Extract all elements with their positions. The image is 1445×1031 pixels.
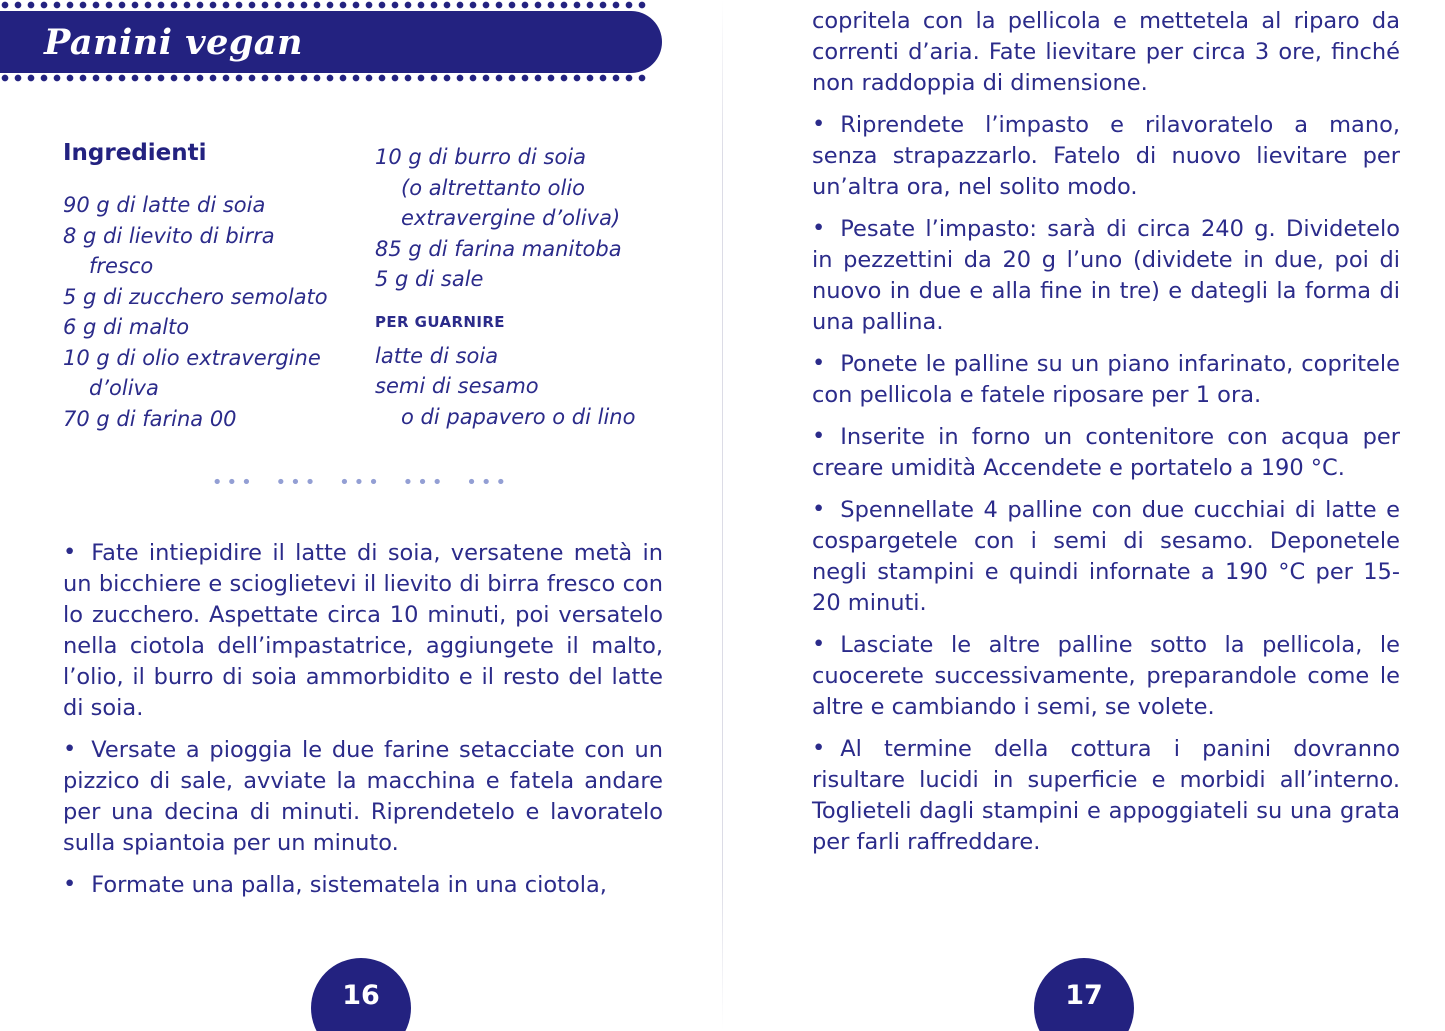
ingredients-list-1: [63, 190, 375, 434]
ingredient-item: [375, 264, 663, 295]
garnish-heading: PER GUARNIRE: [375, 312, 505, 331]
divider-dots: ••• ••• ••• ••• •••: [211, 472, 511, 493]
recipe-step-text: Spennellate 4 palline con due cucchiai di latte e cospargetele con i semi di sesamo. Deponetele negli stampini e quindi infornate a 190 °C per 15-20 minuti.: [812, 497, 1400, 616]
bullet-icon: •: [63, 736, 77, 762]
ingredients-column-1: [63, 140, 375, 434]
ingredient-item: [63, 373, 375, 404]
garnish-item-text: semi di sesamo: [375, 374, 539, 398]
recipe-step: [812, 214, 1400, 338]
recipe-step-text: Lasciate le altre palline sotto la pellicola, le cuocerete successivamente, preparandole come le altre e cambiando i semi, se volete.: [812, 632, 1400, 720]
bullet-icon: •: [812, 735, 826, 761]
recipe-step-text: Pesate l’impasto: sarà di circa 240 g. Dividetelo in pezzettini da 20 g l’uno (dividete in due, poi di nuovo in due e alla fine in tre) e dategli la forma di una pallina.: [812, 216, 1400, 335]
ingredient-item: [63, 404, 375, 435]
ingredient-item: [63, 343, 375, 374]
recipe-step: [63, 538, 663, 724]
bullet-icon: •: [812, 631, 826, 657]
bullet-icon: •: [812, 496, 826, 522]
ingredient-item-text: 6 g di malto: [63, 315, 190, 339]
ingredient-item: [63, 251, 375, 282]
ingredient-item: [63, 221, 375, 252]
ingredient-item-text: 5 g di sale: [375, 267, 484, 291]
recipe-step-text: Ponete le palline su un piano infarinato, copritele con pellicola e fatele riposare per 1 ora.: [812, 351, 1400, 408]
garnish-item: [375, 371, 663, 402]
recipe-step-text: Inserite in forno un contenitore con acqua per creare umidità Accendete e portatelo a 190 °C.: [812, 424, 1400, 481]
recipe-step-text: Fate intiepidire il latte di soia, versatene metà in un bicchiere e scioglietevi il lievito di birra fresco con lo zucchero. Aspettate circa 10 minuti, poi versatelo nella ciotola dell’impastatrice, aggiungete il malto, l’olio, il burro di soia ammorbidito e il resto del latte di soia.: [63, 540, 663, 721]
ingredient-item: [375, 173, 663, 204]
ingredients-column-2: [375, 140, 663, 434]
bullet-icon: •: [63, 871, 77, 897]
title-banner: [0, 0, 662, 84]
ingredient-item: [63, 282, 375, 313]
recipe-step: [812, 110, 1400, 203]
ingredient-item-text: d’oliva: [89, 376, 159, 400]
recipe-step: [812, 630, 1400, 723]
recipe-step: [63, 735, 663, 859]
ingredient-item-text: fresco: [89, 254, 154, 278]
recipe-step: [63, 870, 663, 901]
banner-dots-bottom: [0, 73, 648, 84]
ingredient-item-text: 8 g di lievito di birra: [63, 223, 275, 248]
bullet-icon: •: [63, 539, 77, 565]
ingredient-item-text: 10 g di olio extravergine: [63, 345, 321, 370]
page-number-left: [311, 958, 411, 1031]
ingredient-item: [63, 190, 375, 221]
ingredient-item-text: (o altrettanto olio: [401, 175, 585, 200]
page-number-left-label: 16: [342, 980, 380, 1011]
recipe-step-text: Al termine della cottura i panini dovranno risultare lucidi in superficie e morbidi all’interno. Toglieteli dagli stampini e appoggiateli su una grata per farli raffreddare.: [812, 736, 1400, 855]
recipe-step: [812, 495, 1400, 619]
recipe-title: Panini vegan: [44, 21, 303, 63]
page-number-right-label: 17: [1065, 980, 1103, 1011]
recipe-step-text: Versate a pioggia le due farine setacciate con un pizzico di sale, avviate la macchina e fatela andare per una decina di minuti. Riprendetelo e lavoratelo sulla spiantoia per un minuto.: [63, 737, 663, 856]
ingredients-section: [63, 140, 663, 434]
banner-background: [0, 11, 662, 73]
ingredient-item: [375, 142, 663, 173]
ingredient-item-text: 85 g di farina manitoba: [375, 236, 622, 261]
steps-left: [63, 538, 663, 912]
recipe-step: [812, 349, 1400, 411]
ingredient-item-text: 5 g di zucchero semolato: [63, 284, 328, 309]
page-left: [0, 0, 722, 1031]
bullet-icon: •: [812, 215, 826, 241]
recipe-step: [812, 6, 1400, 99]
ingredients-list-2: [375, 142, 663, 295]
recipe-step: [812, 422, 1400, 484]
garnish-list: [375, 341, 663, 433]
ingredient-item: [375, 203, 663, 234]
ingredient-item-text: extravergine d’oliva): [401, 206, 621, 230]
recipe-step: [812, 734, 1400, 858]
garnish-item: [375, 402, 663, 433]
bullet-icon: •: [812, 111, 826, 137]
garnish-item-text: latte di soia: [375, 343, 499, 368]
bullet-icon: •: [812, 350, 826, 376]
bullet-icon: •: [812, 423, 826, 449]
ingredient-item-text: 90 g di latte di soia: [63, 193, 266, 217]
recipe-step-text: Riprendete l’impasto e rilavoratelo a mano, senza strapazzarlo. Fatelo di nuovo lievitare per un’altra ora, nel solito modo.: [812, 112, 1400, 200]
recipe-step-text: Formate una palla, sistematela in una ciotola,: [91, 872, 607, 898]
banner-dots-top: [0, 0, 648, 11]
page-number-right: [1034, 958, 1134, 1031]
steps-right: [812, 6, 1400, 869]
recipe-step-text: copritela con la pellicola e mettetela al riparo da correnti d’aria. Fate lievitare per circa 3 ore, finché non raddoppia di dimensione.: [812, 8, 1400, 96]
garnish-item-text: o di papavero o di lino: [401, 404, 636, 429]
ingredient-item: [375, 234, 663, 265]
ingredient-item: [63, 312, 375, 343]
page-right: [723, 0, 1445, 1031]
garnish-item: [375, 341, 663, 372]
ingredient-item-text: 70 g di farina 00: [63, 406, 237, 431]
ingredient-item-text: 10 g di burro di soia: [375, 145, 587, 169]
ingredients-heading: Ingredienti: [63, 140, 207, 166]
